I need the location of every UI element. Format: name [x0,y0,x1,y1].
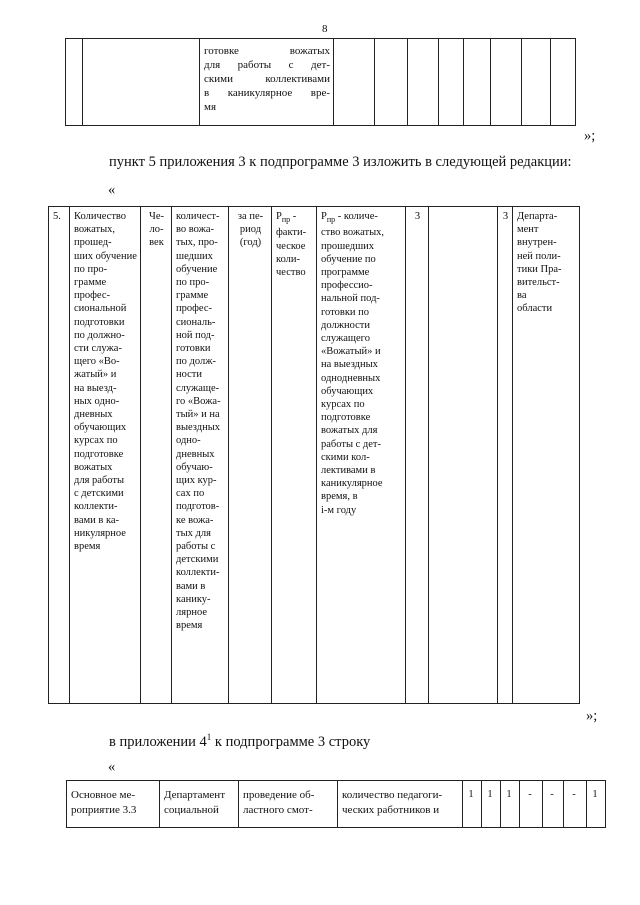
closing-quote-1: »; [584,128,596,144]
top-line-5: мя [204,101,217,113]
closing-quote-2: »; [586,708,598,724]
formula-description: - количе- ство вожатых, прошедших обучение по программе профессио- нальной под- готовки по должности служащего «Вожатый» и на выездных однодневных обучающих курсах по подготовке вожатых для работы с дет- скими кол- лективами в каникулярное время, в i-м году [321,211,385,516]
bottom-table [66,780,606,828]
paragraph-2-rest: к подпрограмме 3 строку [211,733,371,750]
page-number: 8 [322,23,328,35]
value-5: - [550,789,554,800]
value-7: 1 [592,789,598,800]
table-row [49,207,580,704]
table-row [67,781,606,828]
top-line-2: для работы с дет- [204,59,330,71]
indicator-name: Количество вожатых, прошед- ших обучение по про- грамме профес- сиональной подготовки по должно- сти служа- щего «Во- жатый» и на выезд- ных одно- дневных обучающих курсах по подготовке вожатых для работы с детскими коллекти- вами в ка- никулярное время [74,211,137,553]
event-name: Основное ме- роприятие 3.3 [71,789,137,816]
value-b: 3 [502,211,509,222]
opening-quote-1: « [108,182,116,198]
top-line-1: готовке вожатых [204,45,330,57]
paragraph-2-superscript: 1 [206,732,212,742]
top-table [65,38,576,126]
row-number: 5. [53,211,61,222]
formula-subscript: пр [326,215,336,225]
value-2: 1 [487,789,493,800]
period: за пе- риод (год) [237,211,264,249]
formula-cell [317,207,405,519]
event-description: проведение об- ластного смот- [243,789,315,816]
symbol-description: - факти- ческое коли- чество [276,211,307,278]
symbol-subscript: пр [281,215,291,225]
value-3: 1 [506,789,512,800]
paragraph-1: пункт 5 приложения 3 к подпрограмме 3 изложить в следующей редакции: [109,154,572,170]
unit-of-measure: Че- ло- век [149,211,164,249]
formula-symbol: P [321,211,327,222]
symbol: P [276,211,282,222]
opening-quote-2: « [108,759,116,775]
responsible-department: Департа- мент внутрен- ней поли- тики Пра- вительст- ва области [517,211,562,315]
symbol-cell [272,207,316,281]
value-4: - [528,789,532,800]
value-6: - [572,789,576,800]
event-indicator: количество педагоги- ческих работников и [342,789,443,816]
top-table-text-cell [200,39,334,126]
row5-table [48,206,580,704]
indicator-definition: количест- во вожа- тых, про- шедших обучение по про- грамме профес- сиональ- ной под- готовки по долж- ности служаще- го «Вожа- тый» и на выездных одно- дневных обучаю- щих кур- сах по подготов- ке вожа- тых для работы с детскими коллекти- вами в канику- лярное время [176,211,221,632]
value-a: 3 [414,211,421,222]
top-line-4: в каникулярное вре- [204,87,330,99]
top-line-3: скими коллективами [204,73,330,85]
paragraph-2-main: в приложении 4 [109,733,207,750]
event-department: Департамент социальной [164,789,226,816]
paragraph-2 [109,732,370,751]
value-1: 1 [468,789,474,800]
